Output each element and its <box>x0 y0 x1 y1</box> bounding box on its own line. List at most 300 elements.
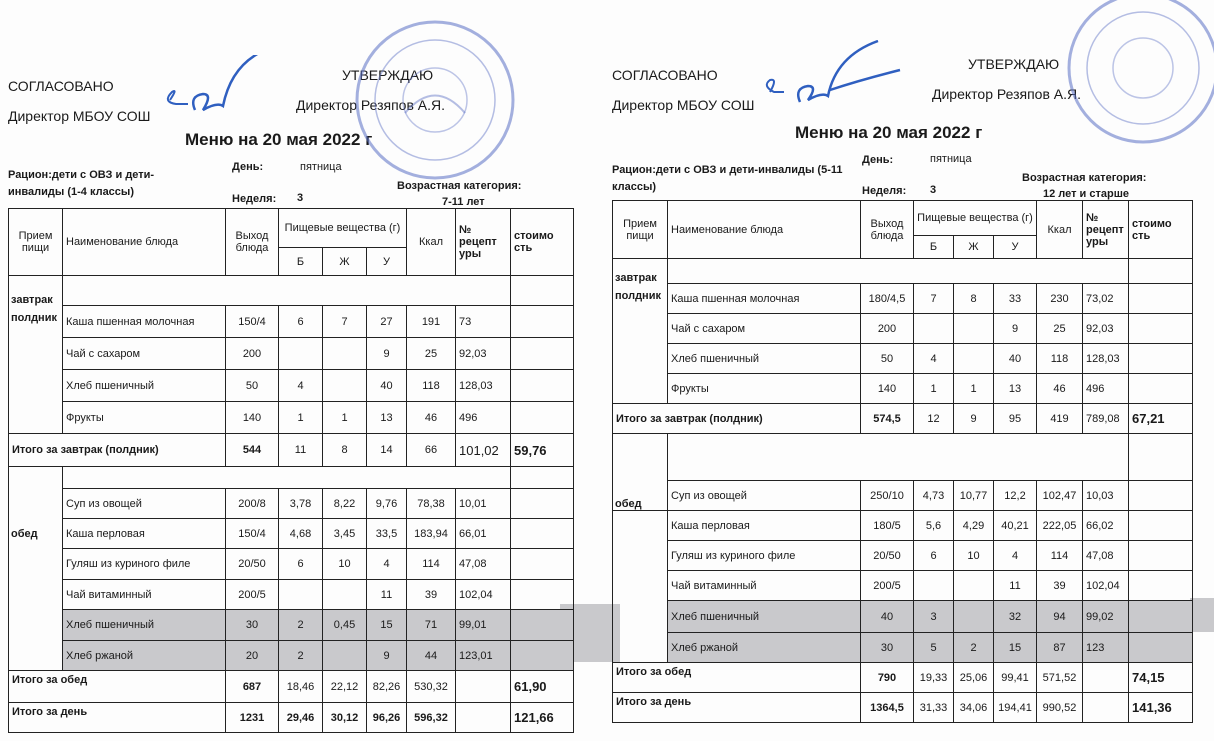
total-row <box>613 663 1193 693</box>
meal-spacer <box>9 610 63 641</box>
total-label: Итого за обед <box>9 671 226 703</box>
total-zh: 9 <box>954 404 994 434</box>
table-row <box>9 519 574 549</box>
cell-yield: 200/5 <box>226 580 279 610</box>
total-cost: 59,76 <box>511 434 574 467</box>
header-cost: стоимо сть <box>1129 201 1193 259</box>
dish-name: Хлеб пшеничный <box>668 344 861 374</box>
age-label: Возрастная категория: <box>397 180 522 192</box>
cell-u: 13 <box>367 402 407 434</box>
confirm-label: УТВЕРЖДАЮ <box>342 67 434 83</box>
cell-u: 27 <box>367 306 407 338</box>
meal-label-lunch: обед <box>9 519 63 549</box>
cell-kcal: 118 <box>1037 344 1083 374</box>
cost-cell <box>1129 571 1193 601</box>
cell-kcal: 39 <box>407 580 456 610</box>
meal-label-snack: полдник <box>9 306 63 434</box>
cost-cell <box>511 549 574 580</box>
dish-name: Суп из овощей <box>668 481 861 511</box>
cell-recipe: 92,03 <box>456 338 511 370</box>
age-value: 12 лет и старше <box>1043 188 1129 200</box>
cell-recipe: 128,03 <box>1083 344 1129 374</box>
total-cost: 74,15 <box>1129 663 1193 693</box>
total-yield: 1364,5 <box>861 693 914 723</box>
dish-name: Чай витаминный <box>668 571 861 601</box>
total-b: 31,33 <box>914 693 954 723</box>
total-b: 18,46 <box>279 671 323 703</box>
cell-u: 12,2 <box>994 481 1037 511</box>
dish-name: Каша пшенная молочная <box>63 306 226 338</box>
total-b: 11 <box>279 434 323 467</box>
age-value: 7-11 лет <box>442 196 485 208</box>
cell-b: 3,78 <box>279 489 323 519</box>
header-meal: Прием пищи <box>613 201 668 259</box>
cell-u: 4 <box>994 541 1037 571</box>
cost-cell <box>511 370 574 402</box>
cell-u: 13 <box>994 374 1037 404</box>
total-row <box>9 434 574 467</box>
cost-cell <box>511 402 574 434</box>
table-row <box>613 633 1193 663</box>
cost-cell <box>1129 374 1193 404</box>
total-yield: 544 <box>226 434 279 467</box>
cell-yield: 200/5 <box>861 571 914 601</box>
meal-spacer <box>613 633 668 663</box>
total-u: 194,41 <box>994 693 1037 723</box>
total-yield: 790 <box>861 663 914 693</box>
total-label: Итого за день <box>613 693 861 723</box>
cell-yield: 200 <box>226 338 279 370</box>
total-row <box>9 671 574 703</box>
total-kcal: 596,32 <box>407 703 456 733</box>
cell-zh: 4,29 <box>954 511 994 541</box>
total-b: 29,46 <box>279 703 323 733</box>
meal-spacer <box>9 549 63 580</box>
cell-zh: 1 <box>954 374 994 404</box>
cell-yield: 140 <box>861 374 914 404</box>
confirm-label: УТВЕРЖДАЮ <box>968 56 1060 72</box>
cell-zh <box>323 370 367 402</box>
page-title: Меню на 20 мая 2022 г <box>185 130 373 149</box>
stamp-seal <box>350 18 520 183</box>
cell-b <box>279 580 323 610</box>
header-kcal: Ккал <box>1037 201 1083 259</box>
table-row <box>613 511 1193 541</box>
cost-cell <box>511 338 574 370</box>
cell-kcal: 46 <box>1037 374 1083 404</box>
dish-name: Каша пшенная молочная <box>668 284 861 314</box>
cost-cell <box>511 306 574 338</box>
dish-name: Каша перловая <box>63 519 226 549</box>
cost-cell <box>1129 541 1193 571</box>
cost-cell <box>511 489 574 519</box>
header-zh: Ж <box>323 248 367 276</box>
cost-cell <box>511 519 574 549</box>
director-school: Директор МБОУ СОШ <box>612 97 755 113</box>
total-cost: 61,90 <box>511 671 574 703</box>
total-cost: 67,21 <box>1129 404 1193 434</box>
total-b: 19,33 <box>914 663 954 693</box>
cell-kcal: 25 <box>407 338 456 370</box>
total-label: Итого за обед <box>613 663 861 693</box>
cell-kcal: 114 <box>407 549 456 580</box>
week-label: Неделя: <box>232 193 277 205</box>
day-value: пятница <box>300 161 342 173</box>
header-dish: Наименование блюда <box>63 209 226 276</box>
header-u: У <box>367 248 407 276</box>
cell-zh <box>323 338 367 370</box>
meal-spacer <box>613 571 668 601</box>
cost-cell <box>1129 344 1193 374</box>
table-row <box>9 641 574 671</box>
total-zh: 22,12 <box>323 671 367 703</box>
total-label: Итого за день <box>9 703 226 733</box>
total-zh: 25,06 <box>954 663 994 693</box>
approved-label: СОГЛАСОВАНО <box>612 67 718 83</box>
meal-label-breakfast: завтрак <box>9 276 63 306</box>
header-yield: Выход блюда <box>861 201 914 259</box>
approved-label: СОГЛАСОВАНО <box>8 78 114 94</box>
cell-u: 33,5 <box>367 519 407 549</box>
ration-label: Рацион:дети с ОВЗ и дети-инвалиды (5-11 классы) <box>612 164 843 193</box>
cell-u: 9 <box>367 338 407 370</box>
cell-kcal: 118 <box>407 370 456 402</box>
total-recipe <box>1083 693 1129 723</box>
cell-zh: 2 <box>954 633 994 663</box>
header-nutrients: Пищевые вещества (г) <box>279 209 407 248</box>
cell-recipe: 99,01 <box>456 610 511 641</box>
cell-u: 15 <box>367 610 407 641</box>
cell-b: 6 <box>914 541 954 571</box>
day-value: пятница <box>930 153 972 165</box>
cell-recipe: 123,01 <box>456 641 511 671</box>
cell-kcal: 114 <box>1037 541 1083 571</box>
total-label: Итого за завтрак (полдник) <box>613 404 861 434</box>
menu-table <box>8 208 574 733</box>
header-meal: Прием пищи <box>9 209 63 276</box>
director-name: Директор Резяпов А.Я. <box>296 97 445 113</box>
header-cost: стоимо сть <box>511 209 574 276</box>
cell-recipe: 99,02 <box>1083 601 1129 633</box>
header-recipe: № рецепт уры <box>1083 201 1129 259</box>
cell-recipe: 73,02 <box>1083 284 1129 314</box>
age-label: Возрастная категория: <box>1022 172 1147 184</box>
header-nutrients: Пищевые вещества (г) <box>914 201 1037 236</box>
cell-b: 4,68 <box>279 519 323 549</box>
cell-recipe: 73 <box>456 306 511 338</box>
cell-yield: 20/50 <box>861 541 914 571</box>
cell-yield: 180/5 <box>861 511 914 541</box>
cell-u: 9 <box>994 314 1037 344</box>
header-row <box>9 209 574 248</box>
cell-recipe: 102,04 <box>1083 571 1129 601</box>
dish-name: Хлеб ржаной <box>668 633 861 663</box>
meal-row <box>9 276 574 306</box>
table-row <box>613 284 1193 314</box>
table-row <box>9 549 574 580</box>
week-label: Неделя: <box>862 185 907 197</box>
cell-zh: 0,45 <box>323 610 367 641</box>
blank-cell <box>63 467 511 489</box>
meal-spacer <box>9 489 63 519</box>
cost-cell <box>511 610 574 641</box>
total-zh: 8 <box>323 434 367 467</box>
cell-yield: 40 <box>861 601 914 633</box>
cell-b: 1 <box>279 402 323 434</box>
cell-yield: 50 <box>861 344 914 374</box>
cost-cell <box>1129 481 1193 511</box>
stamp-seal <box>1058 0 1214 150</box>
cell-yield: 200/8 <box>226 489 279 519</box>
cell-kcal: 230 <box>1037 284 1083 314</box>
cell-zh: 7 <box>323 306 367 338</box>
cell-b: 4,73 <box>914 481 954 511</box>
cell-u: 11 <box>367 580 407 610</box>
table-row <box>9 402 574 434</box>
total-kcal: 419 <box>1037 404 1083 434</box>
table-row <box>9 338 574 370</box>
dish-name: Фрукты <box>63 402 226 434</box>
total-kcal: 990,52 <box>1037 693 1083 723</box>
cell-yield: 30 <box>226 610 279 641</box>
cell-b: 2 <box>279 610 323 641</box>
cell-kcal: 46 <box>407 402 456 434</box>
table-row <box>613 344 1193 374</box>
total-label: Итого за завтрак (полдник) <box>9 434 226 467</box>
signature <box>760 40 910 115</box>
meal-row <box>613 434 1193 481</box>
cell-zh: 8,22 <box>323 489 367 519</box>
cell-u: 11 <box>994 571 1037 601</box>
menu-table <box>612 200 1193 723</box>
cell-zh <box>954 571 994 601</box>
header-recipe: № рецепт уры <box>456 209 511 276</box>
total-cost: 141,36 <box>1129 693 1193 723</box>
total-recipe: 101,02 <box>456 434 511 467</box>
meal-label-breakfast: завтрак <box>613 259 668 284</box>
total-u: 96,26 <box>367 703 407 733</box>
cell-recipe: 10,03 <box>1083 481 1129 511</box>
cell-b: 1 <box>914 374 954 404</box>
signature <box>140 55 270 130</box>
meal-spacer <box>613 434 668 481</box>
cell-recipe: 10,01 <box>456 489 511 519</box>
blank-cell <box>1129 259 1193 284</box>
total-u: 82,26 <box>367 671 407 703</box>
meal-spacer <box>613 511 668 541</box>
cell-zh: 3,45 <box>323 519 367 549</box>
cell-kcal: 94 <box>1037 601 1083 633</box>
blank-cell <box>668 434 1129 481</box>
cell-kcal: 25 <box>1037 314 1083 344</box>
day-label: День: <box>232 161 264 173</box>
meal-row <box>9 467 574 489</box>
dish-name: Хлеб пшеничный <box>668 601 861 633</box>
cell-b: 2 <box>279 641 323 671</box>
meal-spacer <box>9 580 63 610</box>
cell-b <box>914 571 954 601</box>
total-row <box>613 404 1193 434</box>
director-school: Директор МБОУ СОШ <box>8 108 151 124</box>
dish-name: Чай с сахаром <box>63 338 226 370</box>
total-b: 12 <box>914 404 954 434</box>
cell-recipe: 496 <box>456 402 511 434</box>
cell-recipe: 66,01 <box>456 519 511 549</box>
cost-cell <box>1129 284 1193 314</box>
cell-zh: 10 <box>954 541 994 571</box>
table-row <box>613 314 1193 344</box>
cell-recipe: 66,02 <box>1083 511 1129 541</box>
header-b: Б <box>914 236 954 259</box>
cell-kcal: 71 <box>407 610 456 641</box>
cell-b <box>914 314 954 344</box>
meal-label-snack: полдник <box>613 284 668 404</box>
cell-recipe: 47,08 <box>456 549 511 580</box>
dish-name: Суп из овощей <box>63 489 226 519</box>
cost-cell <box>1129 633 1193 663</box>
table-row <box>613 571 1193 601</box>
table-row <box>613 541 1193 571</box>
meal-spacer <box>613 541 668 571</box>
dish-name: Фрукты <box>668 374 861 404</box>
cell-zh: 1 <box>323 402 367 434</box>
table-row <box>9 370 574 402</box>
cell-kcal: 102,47 <box>1037 481 1083 511</box>
cost-cell <box>511 641 574 671</box>
cell-b: 5,6 <box>914 511 954 541</box>
director-name: Директор Резяпов А.Я. <box>932 86 1081 102</box>
dish-name: Хлеб ржаной <box>63 641 226 671</box>
cell-kcal: 87 <box>1037 633 1083 663</box>
total-recipe <box>1083 663 1129 693</box>
total-row <box>613 693 1193 723</box>
total-yield: 1231 <box>226 703 279 733</box>
cell-yield: 20 <box>226 641 279 671</box>
cell-u: 9 <box>367 641 407 671</box>
cell-yield: 250/10 <box>861 481 914 511</box>
blank-cell <box>63 276 511 306</box>
cell-kcal: 183,94 <box>407 519 456 549</box>
cell-yield: 50 <box>226 370 279 402</box>
meal-row <box>613 259 1193 284</box>
cell-recipe: 47,08 <box>1083 541 1129 571</box>
blank-cell <box>511 276 574 306</box>
cell-kcal: 39 <box>1037 571 1083 601</box>
total-row <box>9 703 574 733</box>
week-value: 3 <box>297 192 304 204</box>
cell-zh <box>323 580 367 610</box>
cell-yield: 200 <box>861 314 914 344</box>
total-yield: 574,5 <box>861 404 914 434</box>
cell-b: 5 <box>914 633 954 663</box>
total-kcal: 530,32 <box>407 671 456 703</box>
cell-zh: 10,77 <box>954 481 994 511</box>
cost-cell <box>1129 601 1193 633</box>
dish-name: Гуляш из куриного филе <box>63 549 226 580</box>
header-zh: Ж <box>954 236 994 259</box>
dish-name: Хлеб пшеничный <box>63 610 226 641</box>
total-recipe <box>456 703 511 733</box>
table-row <box>613 374 1193 404</box>
cell-yield: 20/50 <box>226 549 279 580</box>
header-dish: Наименование блюда <box>668 201 861 259</box>
table-row <box>9 610 574 641</box>
scan-shade-band <box>1190 598 1214 632</box>
table-row <box>9 306 574 338</box>
cell-zh <box>954 344 994 374</box>
cell-u: 15 <box>994 633 1037 663</box>
meal-label-lunch: обед <box>613 481 668 511</box>
total-kcal: 66 <box>407 434 456 467</box>
total-u: 99,41 <box>994 663 1037 693</box>
dish-name: Хлеб пшеничный <box>63 370 226 402</box>
total-zh: 30,12 <box>323 703 367 733</box>
cell-b: 7 <box>914 284 954 314</box>
total-zh: 34,06 <box>954 693 994 723</box>
blank-cell <box>511 467 574 489</box>
dish-name: Гуляш из куриного филе <box>668 541 861 571</box>
table-row <box>9 580 574 610</box>
cost-cell <box>511 580 574 610</box>
total-recipe <box>456 671 511 703</box>
cell-zh <box>954 314 994 344</box>
ration-label: Рацион:дети с ОВЗ и дети-инвалиды (1-4 классы) <box>8 169 155 198</box>
total-kcal: 571,52 <box>1037 663 1083 693</box>
meal-spacer <box>9 467 63 489</box>
cell-kcal: 44 <box>407 641 456 671</box>
cell-kcal: 78,38 <box>407 489 456 519</box>
page-title: Меню на 20 мая 2022 г <box>795 123 983 142</box>
cell-recipe: 496 <box>1083 374 1129 404</box>
header-yield: Выход блюда <box>226 209 279 276</box>
cell-b: 4 <box>279 370 323 402</box>
cell-u: 40 <box>367 370 407 402</box>
cell-yield: 150/4 <box>226 519 279 549</box>
total-cost: 121,66 <box>511 703 574 733</box>
cell-b: 4 <box>914 344 954 374</box>
cell-b: 6 <box>279 549 323 580</box>
cell-yield: 30 <box>861 633 914 663</box>
cell-recipe: 123 <box>1083 633 1129 663</box>
cell-zh <box>323 641 367 671</box>
cost-cell <box>1129 511 1193 541</box>
cell-u: 33 <box>994 284 1037 314</box>
header-b: Б <box>279 248 323 276</box>
cost-cell <box>1129 314 1193 344</box>
table-row <box>613 481 1193 511</box>
dish-name: Чай с сахаром <box>668 314 861 344</box>
cell-kcal: 222,05 <box>1037 511 1083 541</box>
total-yield: 687 <box>226 671 279 703</box>
cell-kcal: 191 <box>407 306 456 338</box>
total-u: 14 <box>367 434 407 467</box>
cell-recipe: 102,04 <box>456 580 511 610</box>
week-value: 3 <box>930 184 937 196</box>
table-row <box>613 601 1193 633</box>
day-label: День: <box>862 154 894 166</box>
dish-name: Каша перловая <box>668 511 861 541</box>
header-kcal: Ккал <box>407 209 456 276</box>
cell-u: 40 <box>994 344 1037 374</box>
blank-cell <box>668 259 1129 284</box>
total-u: 95 <box>994 404 1037 434</box>
table-row <box>9 489 574 519</box>
cell-u: 9,76 <box>367 489 407 519</box>
header-row <box>613 201 1193 236</box>
meal-spacer <box>9 641 63 671</box>
blank-cell <box>1129 434 1193 481</box>
cell-yield: 180/4,5 <box>861 284 914 314</box>
